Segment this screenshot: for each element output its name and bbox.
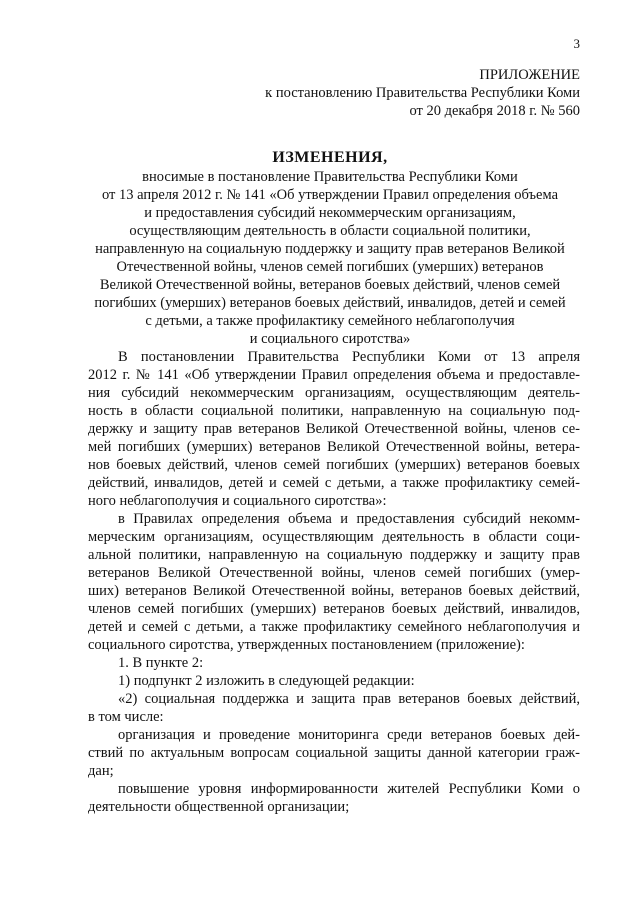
appendix-resolution-ref: к постановлению Правительства Республики Коми bbox=[265, 85, 580, 101]
body-line: 2012 г. № 141 «Об утверждении Правил определения объема и предоставле- bbox=[88, 367, 580, 383]
body-line: действий, инвалидов, детей и семей с детьми, а также профилактику семей- bbox=[88, 475, 580, 491]
appendix-label: ПРИЛОЖЕНИЕ bbox=[479, 67, 580, 83]
appendix-resolution-date: от 20 декабря 2018 г. № 560 bbox=[409, 103, 580, 119]
body-line: ших) ветеранов Великой Отечественной войны, ветеранов боевых действий, bbox=[88, 583, 580, 599]
subtitle-line: Великой Отечественной войны, ветеранов боевых действий, членов семей bbox=[99, 277, 561, 293]
body-line: В постановлении Правительства Республики Коми от 13 апреля bbox=[118, 349, 580, 365]
body-paragraph bbox=[88, 672, 580, 690]
body-line: альной политики, направленную на социальную поддержку и защиту прав bbox=[88, 547, 580, 563]
document-title: ИЗМЕНЕНИЯ, bbox=[272, 149, 388, 166]
subtitle-line: осуществляющим деятельность в области социальной политики, bbox=[129, 223, 531, 239]
body-line: социального сиротства, утвержденных постановлением (приложение): bbox=[88, 637, 525, 653]
body-line: 1) подпункт 2 изложить в следующей редакции: bbox=[118, 673, 415, 689]
subtitle-line: от 13 апреля 2012 г. № 141 «Об утверждении Правил определения объема bbox=[101, 187, 559, 203]
body-line: мерческим организациям, осуществляющим деятельность в области соци- bbox=[88, 529, 580, 545]
body-line: 1. В пункте 2: bbox=[118, 655, 204, 671]
body-paragraph bbox=[88, 726, 580, 780]
body-line: повышение уровня информированности жителей Республики Коми о bbox=[118, 781, 580, 797]
subtitle-line: Отечественной войны, членов семей погибших (умерших) ветеранов bbox=[116, 259, 544, 275]
body-line: «2) социальная поддержка и защита прав ветеранов боевых действий, bbox=[118, 691, 580, 707]
body-line: дан; bbox=[88, 763, 114, 779]
body-line: деятельности общественной организации; bbox=[88, 799, 350, 815]
body-line: ного неблагополучия и социального сиротства»: bbox=[88, 493, 387, 509]
subtitle-line: направленную на социальную поддержку и защиту прав ветеранов Великой bbox=[95, 241, 565, 257]
body-paragraph bbox=[88, 780, 580, 816]
page-number: 3 bbox=[573, 36, 580, 51]
body-paragraph bbox=[88, 348, 580, 510]
body-line: ность в области социальной политики, направленную на социальную под- bbox=[88, 403, 580, 419]
body-paragraph bbox=[88, 510, 580, 654]
body-line: в Правилах определения объема и предоставления субсидий некомм- bbox=[118, 511, 580, 527]
appendix-header bbox=[200, 66, 580, 120]
body-paragraph bbox=[88, 690, 580, 726]
document-body bbox=[88, 348, 580, 816]
subtitle-line: и социального сиротства» bbox=[249, 331, 411, 347]
body-line: ния субсидий некоммерческим организациям, осуществляющим деятель- bbox=[88, 385, 580, 401]
body-line: ствий по актуальным вопросам социальной защиты данной категории граж- bbox=[88, 745, 580, 761]
body-line: держку и защиту прав ветеранов Великой Отечественной войны, членов се- bbox=[88, 421, 580, 437]
body-line: членов семей погибших (умерших) ветеранов боевых действий, инвалидов, bbox=[88, 601, 580, 617]
subtitle-line: с детьми, а также профилактику семейного неблагополучия bbox=[145, 313, 515, 329]
document-subtitle bbox=[70, 168, 590, 348]
body-line: мей погибших (умерших) ветеранов Великой Отечественной войны, ветера- bbox=[88, 439, 580, 455]
body-line: организация и проведение мониторинга среди ветеранов боевых дей- bbox=[118, 727, 580, 743]
subtitle-line: вносимые в постановление Правительства Республики Коми bbox=[142, 169, 518, 185]
body-line: ветеранов Великой Отечественной войны, членов семей погибших (умер- bbox=[88, 565, 580, 581]
subtitle-line: погибших (умерших) ветеранов боевых действий, инвалидов, детей и семей bbox=[94, 295, 566, 311]
body-paragraph bbox=[88, 654, 580, 672]
body-line: нов боевых действий, членов семей погибших (умерших) ветеранов боевых bbox=[88, 457, 580, 473]
subtitle-line: и предоставления субсидий некоммерческим организациям, bbox=[144, 205, 516, 221]
body-line: в том числе: bbox=[88, 709, 164, 725]
body-line: детей и семей с детьми, а также профилактику семейного неблагополучия и bbox=[88, 619, 580, 635]
